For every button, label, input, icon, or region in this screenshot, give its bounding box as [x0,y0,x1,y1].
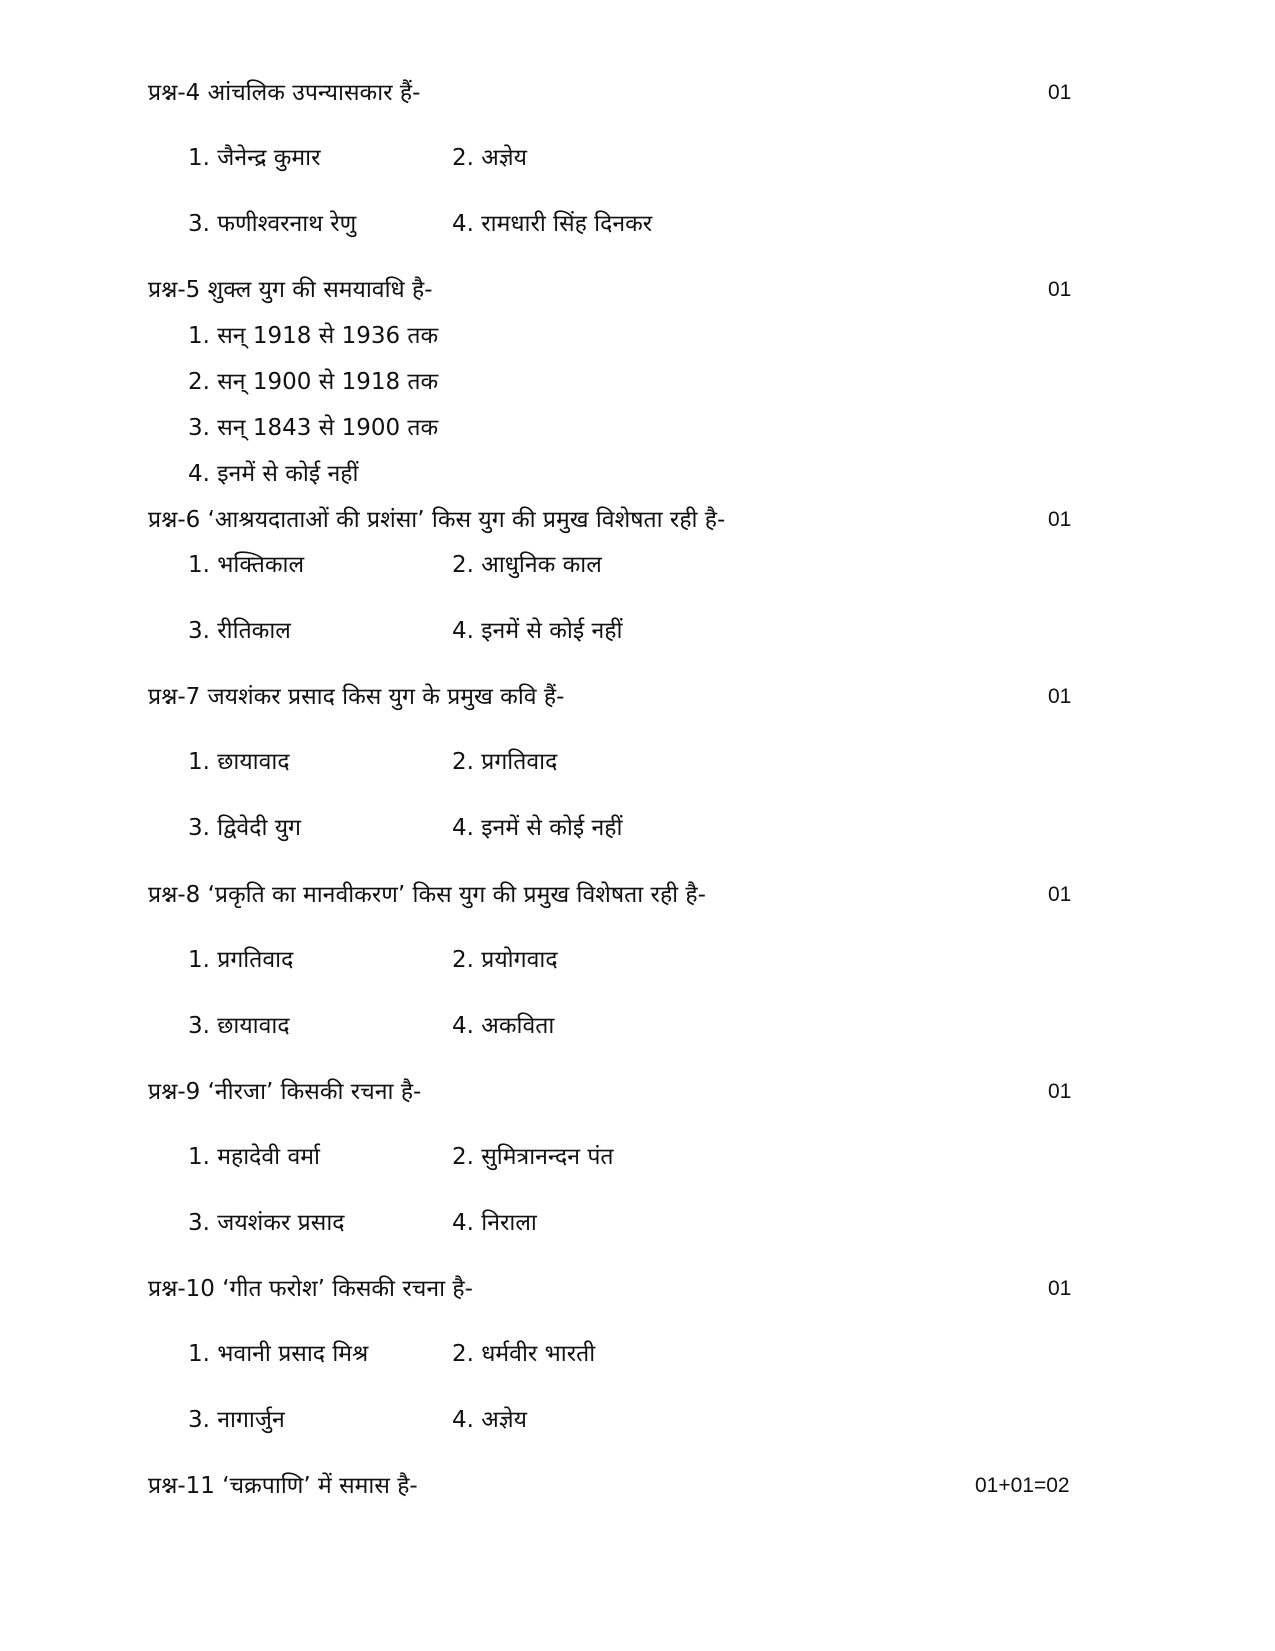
question-7-option-4: 4. इनमें से कोई नहीं [452,815,623,841]
question-8-option-3: 3. छायावाद [188,1013,290,1039]
question-9-option-1: 1. महादेवी वर्मा [188,1144,320,1170]
question-5-option-3: 3. सन् 1843 से 1900 तक [188,415,439,441]
question-4-text: प्रश्न-4 आंचलिक उपन्यासकार हैं- [148,80,421,106]
question-8-option-1: 1. प्रगतिवाद [188,947,294,973]
question-7-option-2: 2. प्रगतिवाद [452,749,558,775]
question-11-text: प्रश्न-11 ‘चक्रपाणि’ में समास है- [148,1473,418,1499]
question-11-marks: 01+01=02 [975,1474,1070,1497]
question-4-option-3: 3. फणीश्वरनाथ रेणु [188,211,357,237]
question-7-option-3: 3. द्विवेदी युग [188,815,301,841]
question-4-option-4: 4. रामधारी सिंह दिनकर [452,211,653,237]
question-4-option-1: 1. जैनेन्द्र कुमार [188,145,321,171]
question-5-text: प्रश्न-5 शुक्ल युग की समयावधि है- [148,277,433,303]
question-6-option-4: 4. इनमें से कोई नहीं [452,618,623,644]
question-7-text: प्रश्न-7 जयशंकर प्रसाद किस युग के प्रमुख कवि हैं- [148,684,565,710]
question-10-option-2: 2. धर्मवीर भारती [452,1341,596,1367]
question-7-option-1: 1. छायावाद [188,749,290,775]
question-9-marks: 01 [1048,1080,1072,1103]
question-8-marks: 01 [1048,883,1072,906]
question-4-option-2: 2. अज्ञेय [452,145,527,171]
question-5-option-2: 2. सन् 1900 से 1918 तक [188,369,439,395]
question-6-text: प्रश्न-6 ‘आश्रयदाताओं की प्रशंसा’ किस युग की प्रमुख विशेषता रही है- [148,507,726,533]
question-4-marks: 01 [1048,81,1072,104]
question-8-text: प्रश्न-8 ‘प्रकृति का मानवीकरण’ किस युग की प्रमुख विशेषता रही है- [148,882,706,908]
question-10-text: प्रश्न-10 ‘गीत फरोश’ किसकी रचना है- [148,1276,473,1302]
question-5-option-1: 1. सन् 1918 से 1936 तक [188,323,439,349]
question-9-option-2: 2. सुमित्रानन्दन पंत [452,1144,614,1170]
question-5-option-4: 4. इनमें से कोई नहीं [188,461,359,487]
question-6-option-2: 2. आधुनिक काल [452,552,602,578]
question-8-option-4: 4. अकविता [452,1013,555,1039]
question-6-option-3: 3. रीतिकाल [188,618,291,644]
question-10-option-4: 4. अज्ञेय [452,1407,527,1433]
question-7-marks: 01 [1048,685,1072,708]
question-9-text: प्रश्न-9 ‘नीरजा’ किसकी रचना है- [148,1079,422,1105]
question-6-marks: 01 [1048,508,1072,531]
question-8-option-2: 2. प्रयोगवाद [452,947,558,973]
question-9-option-4: 4. निराला [452,1210,537,1236]
question-10-marks: 01 [1048,1277,1072,1300]
question-9-option-3: 3. जयशंकर प्रसाद [188,1210,345,1236]
question-6-option-1: 1. भक्तिकाल [188,552,305,578]
question-10-option-3: 3. नागार्जुन [188,1407,285,1433]
question-5-marks: 01 [1048,278,1072,301]
question-10-option-1: 1. भवानी प्रसाद मिश्र [188,1341,369,1367]
